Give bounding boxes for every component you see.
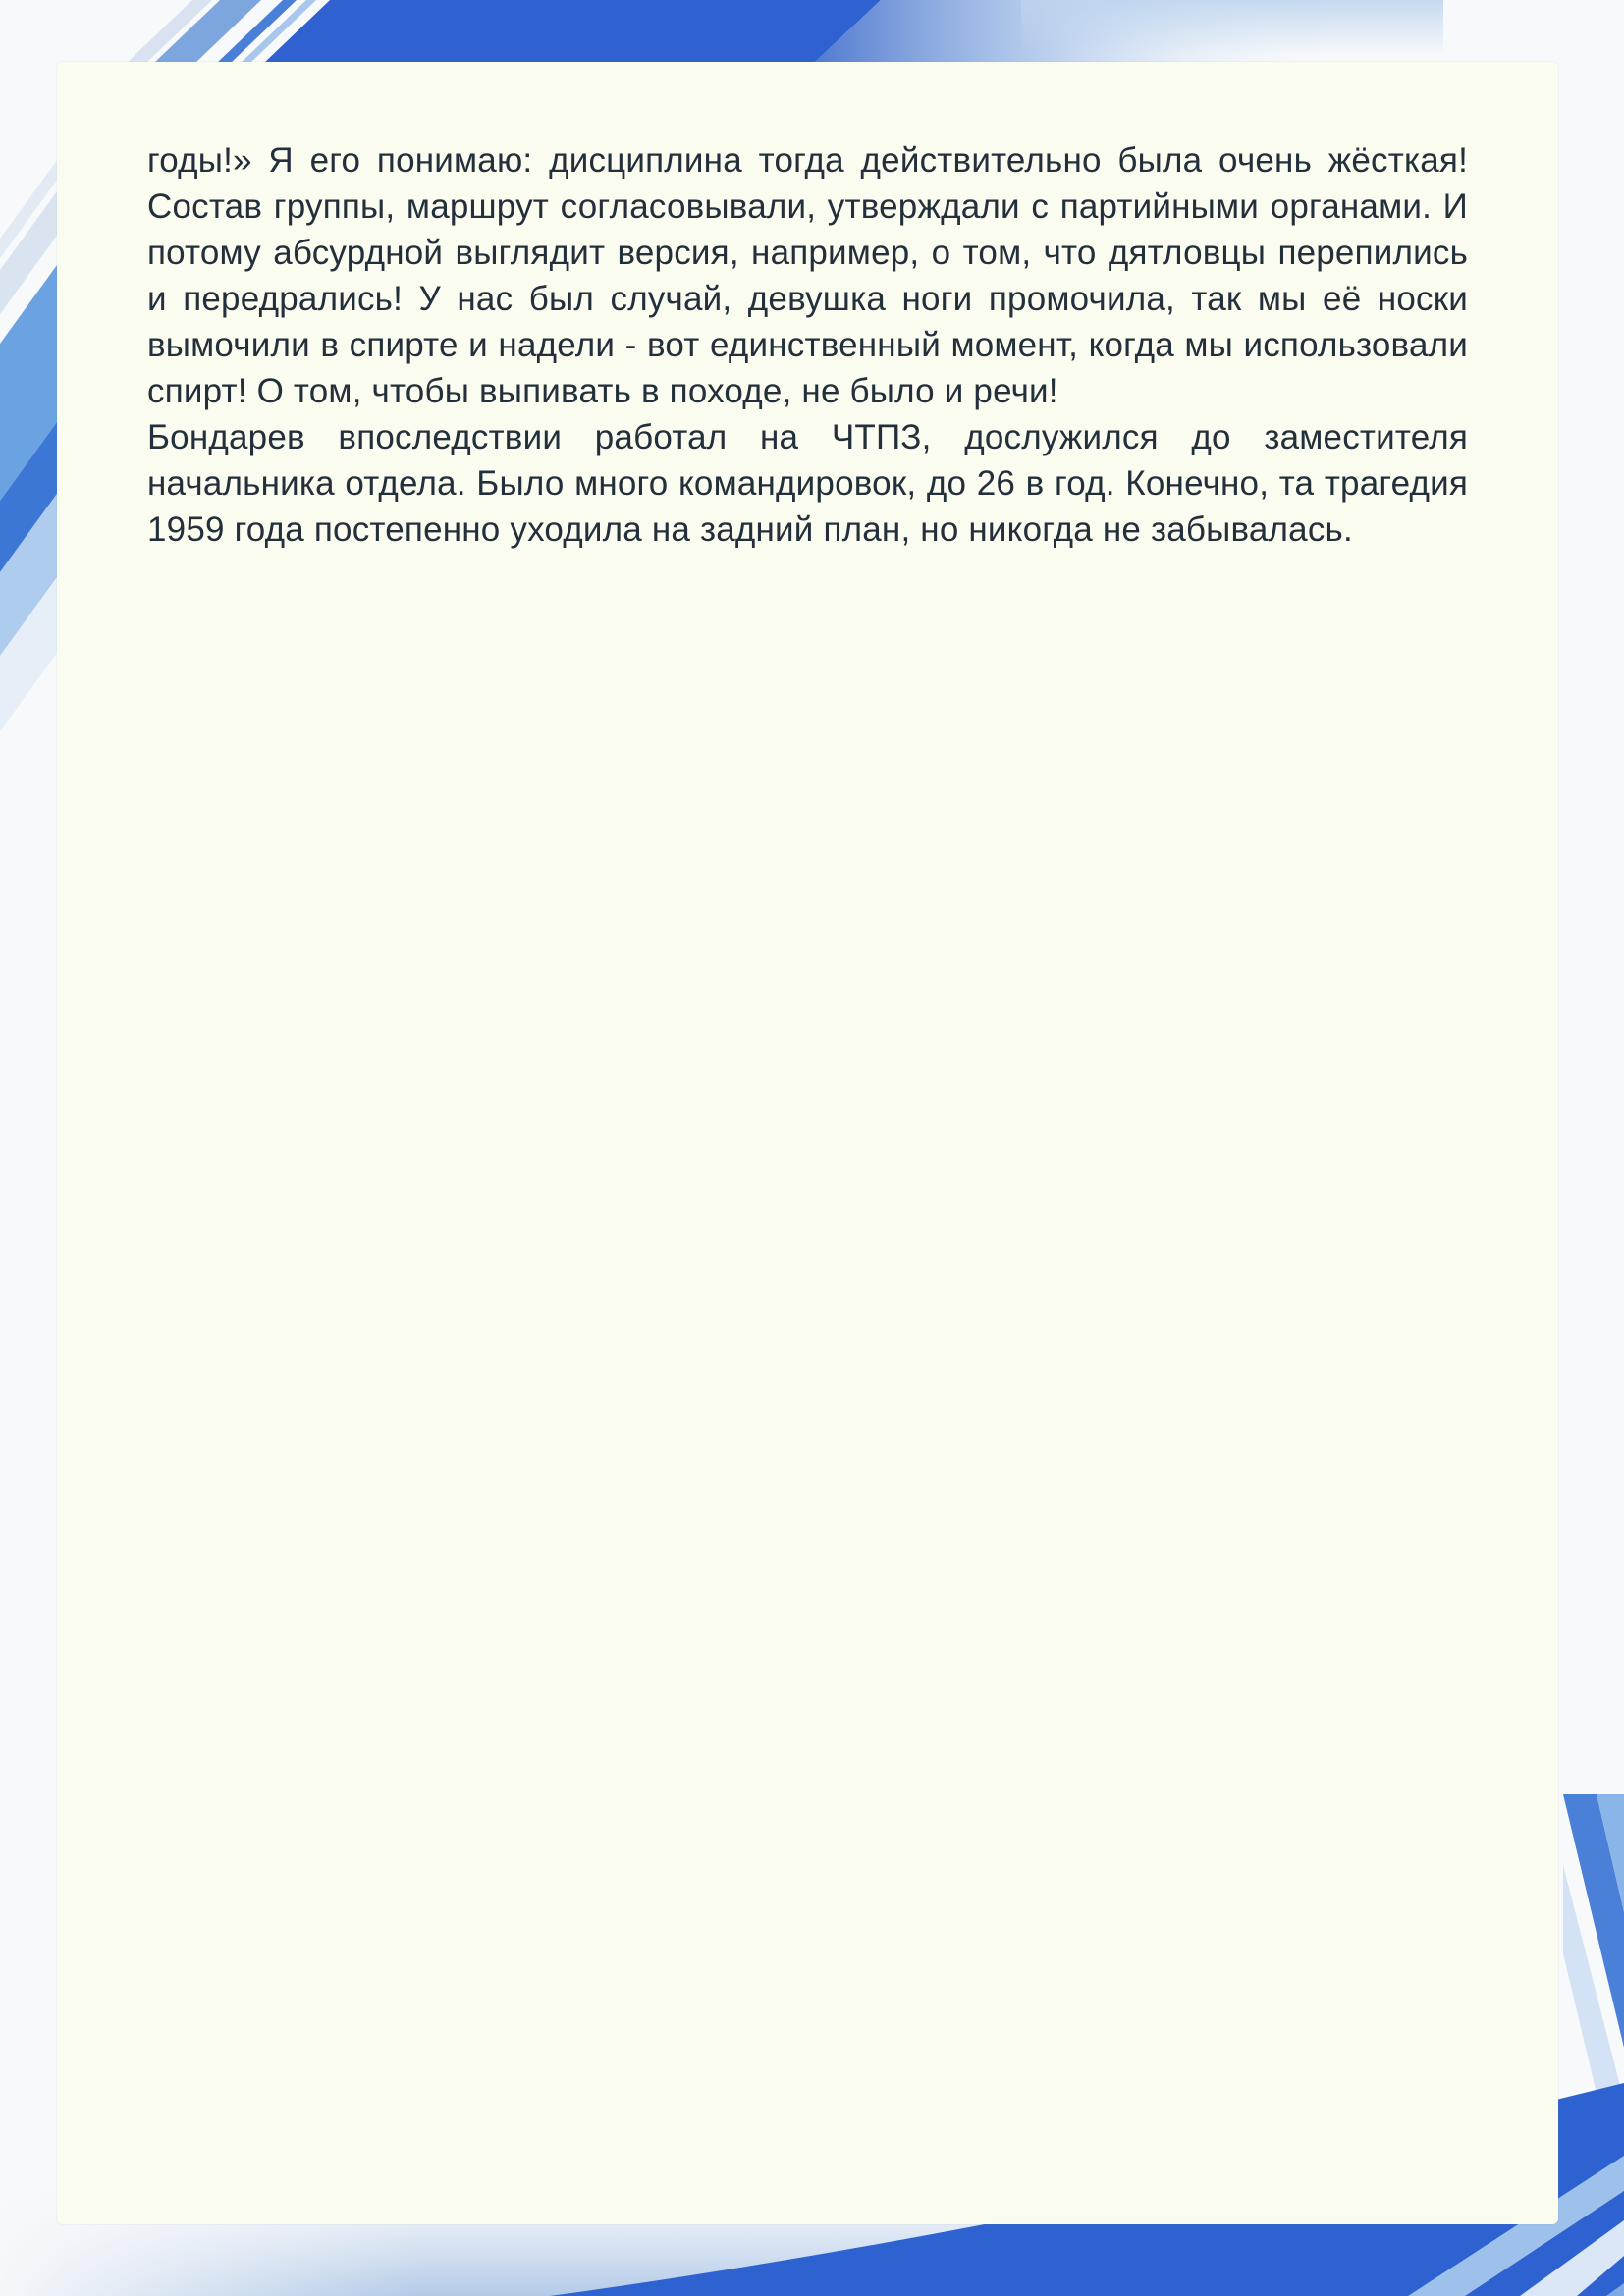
document-card [57,62,1558,2224]
paragraph-bondarev-biography: Бондарев впоследствии работал на ЧТПЗ, дослужился до заместителя начальника отдела. Было много командировок, до 26 в год. Конечно, та трагедия 1959 года постепенно уходила на задний план, но никогда не забывалась. [147,418,1468,549]
top-swoosh-decoration [126,0,1443,64]
document-text-block [147,137,1468,553]
paragraph-interview-quote: годы!» Я его понимаю: дисциплина тогда действительно была очень жёсткая! Состав группы, маршрут согласовывали, утверждали с партийными органами. И потому абсурдной выглядит версия, например, о том, что дятловцы перепились и передрались! У нас был случай, девушка ноги промочила, так мы её носки вымочили в спирте и надели - вот единственный момент, когда мы использовали спирт! О том, чтобы выпивать в походе, не было и речи! [147,141,1468,410]
top-right-fade-decoration [1021,0,1443,55]
